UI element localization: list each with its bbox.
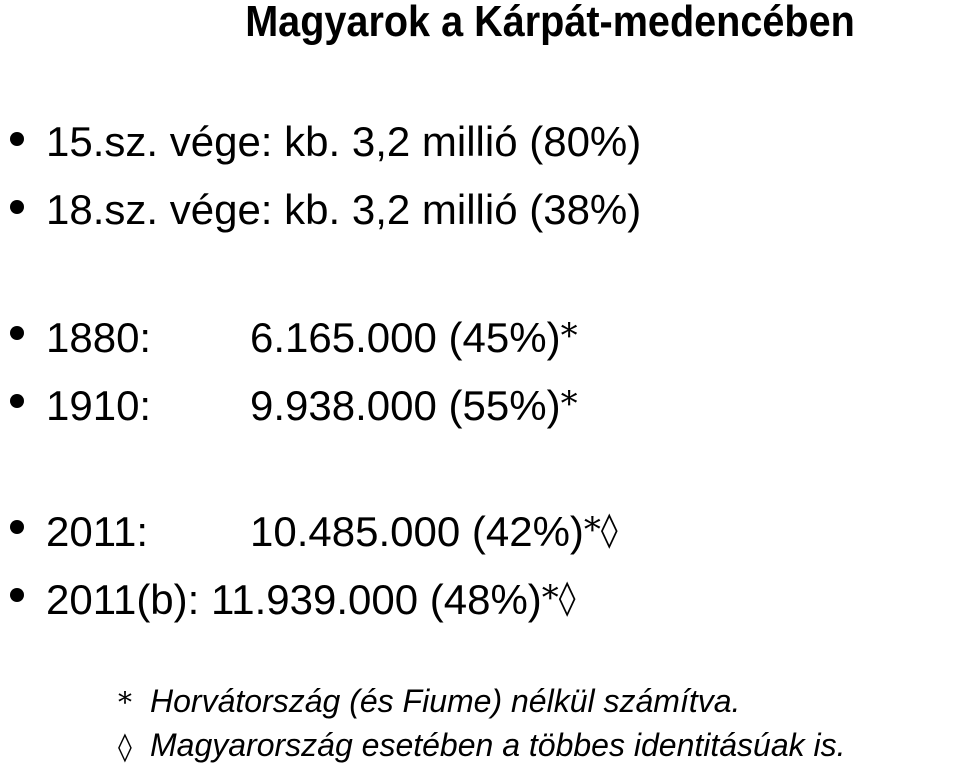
footnote-marks: *	[560, 316, 578, 356]
list-item-text	[46, 574, 576, 624]
list-item-label: 2011(b):	[46, 576, 200, 623]
footnote-mark: *	[118, 686, 132, 719]
footnote	[118, 680, 958, 724]
footnote-marks: *◊	[583, 510, 618, 550]
list-item-label: 2011:	[46, 508, 148, 555]
list-item	[0, 506, 960, 554]
footnote-text: Magyarország esetében a többes identitásúak is.	[150, 727, 846, 763]
list-item-text	[46, 380, 578, 430]
bullet-dot-icon	[10, 132, 24, 146]
footnote-marks: *	[560, 384, 578, 424]
list-item	[0, 186, 960, 234]
bullet-dot-icon	[10, 588, 24, 602]
footnote-text: Horvátország (és Fiume) nélkül számítva.	[150, 683, 741, 719]
list-item	[0, 118, 960, 166]
list-item-label: 18.sz. vége: kb. 3,2 millió (38%)	[46, 186, 642, 233]
list-item-value: 10.485.000 (42%)	[250, 508, 584, 555]
list-item-value: 11.939.000 (48%)	[211, 576, 542, 623]
list-item-label: 1910:	[46, 382, 152, 429]
bullet-dot-icon	[10, 326, 24, 340]
list-item-text	[46, 186, 641, 234]
bullet-dot-icon	[10, 394, 24, 408]
footnote-marks: *◊	[541, 578, 576, 618]
list-item-value: 9.938.000 (55%)	[250, 382, 561, 429]
slide-title: Magyarok a Kárpát-medencében	[245, 0, 855, 46]
list-item-text	[46, 118, 641, 166]
list-item-label: 15.sz. vége: kb. 3,2 millió (80%)	[46, 118, 642, 165]
footnote-mark: ◊	[118, 730, 132, 763]
footnotes	[118, 680, 958, 768]
list-item-label: 1880:	[46, 314, 152, 361]
list-item-text	[46, 312, 578, 362]
list-item	[0, 574, 960, 622]
list-item	[0, 380, 960, 428]
footnote	[118, 724, 958, 768]
bullet-dot-icon	[10, 520, 24, 534]
list-item-value: 6.165.000 (45%)	[250, 314, 561, 361]
list-item-text	[46, 506, 618, 556]
list-item	[0, 312, 960, 360]
bullet-dot-icon	[10, 200, 24, 214]
